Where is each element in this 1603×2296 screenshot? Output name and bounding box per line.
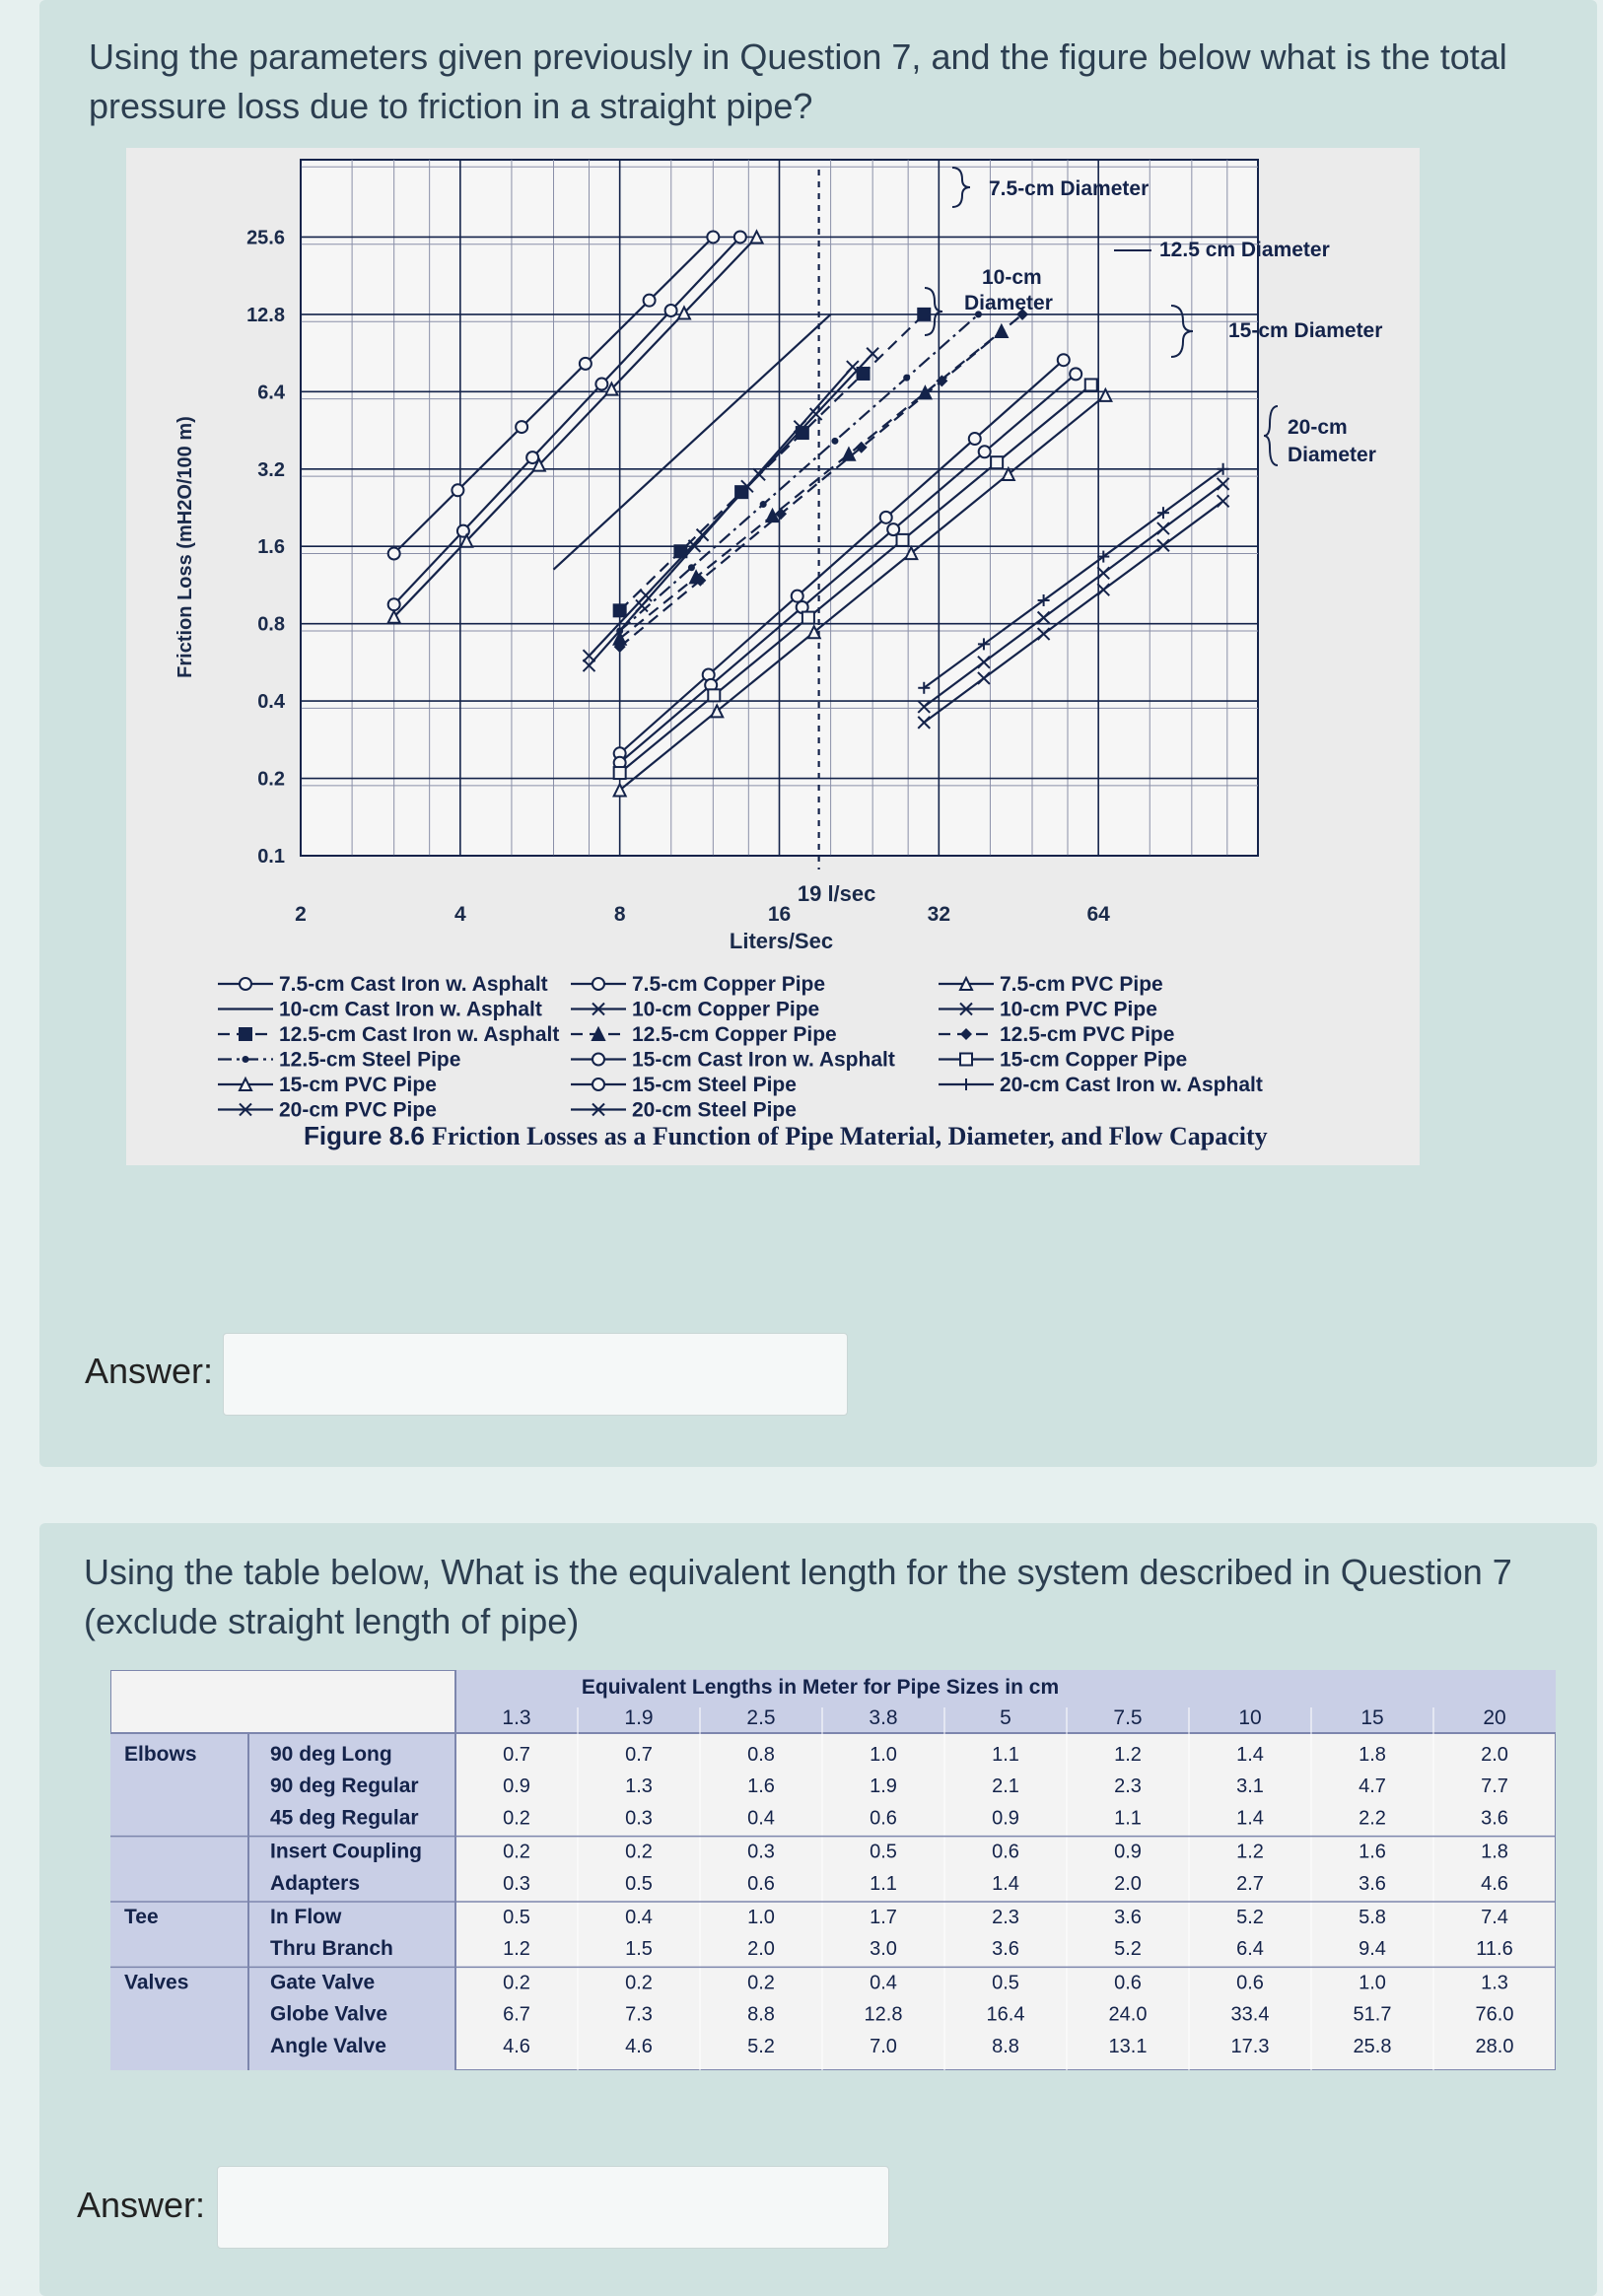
table-cell: 17.3 — [1230, 2035, 1270, 2057]
table-cell: 2.0 — [1114, 1872, 1142, 1895]
marker-square — [960, 1054, 972, 1066]
marker-circle — [516, 421, 527, 433]
marker-dot — [688, 564, 695, 571]
table-cell: 3.6 — [1359, 1872, 1386, 1895]
legend-item — [939, 1074, 1263, 1096]
marker-circle — [452, 484, 463, 496]
table-cell: 2.0 — [1481, 1744, 1508, 1766]
x-tick-label: 64 — [1086, 903, 1110, 926]
table-size-header: 3.8 — [869, 1706, 898, 1729]
question-card-1 — [39, 0, 1597, 1467]
table-cell: 9.4 — [1359, 1938, 1386, 1961]
annotation-12-5cm: 12.5 cm Diameter — [1159, 239, 1330, 261]
table-size-header: 10 — [1238, 1706, 1262, 1729]
marker-circle — [388, 548, 400, 560]
table-size-header: 1.3 — [502, 1706, 531, 1729]
marker-dot — [760, 501, 767, 508]
marker-circle — [969, 433, 981, 445]
table-cell: 1.6 — [747, 1775, 775, 1798]
marker-circle — [644, 295, 656, 307]
legend-item — [571, 1049, 895, 1072]
marker-circle — [979, 446, 991, 457]
marker-circle — [592, 978, 604, 990]
table-cell: 0.5 — [992, 1972, 1019, 1994]
marker-square — [918, 309, 930, 320]
table-cell: 1.0 — [870, 1744, 897, 1766]
answer-1-label: Answer: — [85, 1351, 214, 1391]
table-cell: 1.3 — [625, 1775, 653, 1798]
x-tick-label: 4 — [453, 903, 466, 926]
table-cell: 2.2 — [1359, 1807, 1386, 1830]
marker-circle — [592, 1054, 604, 1066]
marker-square — [614, 767, 626, 779]
table-cell: 0.4 — [747, 1807, 775, 1830]
table-row-label: Insert Coupling — [270, 1840, 422, 1863]
friction-loss-figure — [126, 148, 1420, 1165]
legend-label: 15-cm Steel Pipe — [632, 1074, 797, 1096]
table-cell: 0.3 — [747, 1841, 775, 1863]
table-cell: 0.7 — [503, 1744, 530, 1766]
legend-item — [571, 973, 825, 996]
question-2-text — [84, 1548, 1512, 1646]
table-cell: 5.2 — [747, 2035, 775, 2057]
table-cell: 13.1 — [1108, 2035, 1148, 2057]
x-tick-label: 8 — [613, 903, 626, 926]
table-cell: 33.4 — [1230, 2003, 1270, 2026]
table-cell: 0.9 — [1114, 1841, 1142, 1863]
marker-circle — [595, 379, 607, 390]
marker-circle — [240, 978, 251, 990]
table-row-label: In Flow — [270, 1906, 342, 1928]
table-cell: 0.6 — [1114, 1972, 1142, 1994]
marker-circle — [526, 452, 538, 463]
legend-item — [571, 1023, 837, 1046]
table-cell: 3.6 — [1481, 1807, 1508, 1830]
legend-item — [218, 1023, 559, 1046]
y-tick-label: 0.4 — [257, 691, 285, 714]
y-tick-label: 25.6 — [246, 227, 285, 249]
table-cell: 3.6 — [1114, 1907, 1142, 1928]
table-cell: 1.0 — [747, 1907, 775, 1928]
table-cell: 0.6 — [1236, 1972, 1264, 1994]
table-cell: 5.8 — [1359, 1907, 1386, 1928]
annotation-7-5cm: 7.5-cm Diameter — [989, 177, 1150, 200]
legend-item — [218, 1049, 460, 1072]
y-tick-label: 0.2 — [257, 768, 285, 791]
legend-item — [571, 1074, 797, 1096]
table-cell: 12.8 — [864, 2003, 903, 2026]
answer-1-input[interactable] — [223, 1333, 848, 1416]
legend-item — [218, 999, 542, 1021]
legend-label: 20-cm PVC Pipe — [279, 1098, 437, 1122]
table-cell: 1.1 — [1114, 1807, 1142, 1830]
table-size-header: 15 — [1360, 1706, 1384, 1729]
table-cell: 1.4 — [1236, 1807, 1264, 1830]
table-cell: 16.4 — [986, 2003, 1025, 2026]
y-tick-label: 1.6 — [257, 536, 285, 559]
annotation-bracket-20cm — [1264, 406, 1278, 465]
annotation-15cm: 15-cm Diameter — [1228, 319, 1383, 342]
table-cell: 25.8 — [1353, 2035, 1392, 2057]
legend-item — [939, 999, 1157, 1021]
marker-square — [858, 368, 870, 380]
table-cell: 4.6 — [625, 2035, 653, 2057]
table-group-label: Valves — [124, 1971, 189, 1994]
annotation-20cm-line-1: 20-cm — [1288, 416, 1348, 439]
table-cell: 0.9 — [503, 1775, 530, 1798]
table-row-label: 90 deg Regular — [270, 1774, 419, 1798]
y-axis-title: Friction Loss (mH2O/100 m) — [174, 416, 196, 678]
table-cell: 1.8 — [1481, 1841, 1508, 1863]
marker-square — [1085, 379, 1097, 390]
table-size-header: 5 — [1000, 1706, 1011, 1729]
table-size-header: 7.5 — [1113, 1706, 1143, 1729]
table-cell: 5.2 — [1114, 1938, 1142, 1961]
legend-label: 20-cm Cast Iron w. Asphalt — [1000, 1074, 1263, 1096]
table-size-header: 20 — [1483, 1706, 1506, 1729]
table-cell: 0.6 — [747, 1872, 775, 1895]
table-cell: 8.8 — [992, 2035, 1019, 2057]
answer-2-label: Answer: — [77, 2185, 206, 2225]
table-cell: 0.2 — [503, 1841, 530, 1863]
annotation-10cm-line-1: 10-cm — [982, 266, 1042, 289]
annotation-20cm-line-2: Diameter — [1288, 444, 1376, 466]
table-title: Equivalent Lengths in Meter for Pipe Sizes in cm — [581, 1676, 1060, 1699]
caption-label: Figure 8.6 — [304, 1121, 433, 1150]
question-2-line-2: (exclude straight length of pipe) — [84, 1601, 580, 1641]
table-cell: 28.0 — [1475, 2035, 1514, 2057]
legend-label: 12.5-cm Steel Pipe — [279, 1048, 461, 1072]
answer-2-input[interactable] — [217, 2166, 889, 2249]
x-tick-label: 2 — [295, 903, 307, 926]
y-tick-label: 12.8 — [246, 304, 285, 326]
legend-label: 7.5-cm PVC Pipe — [1000, 973, 1163, 996]
legend-label: 15-cm Copper Pipe — [1000, 1048, 1188, 1072]
legend-item — [218, 1099, 437, 1122]
y-tick-label: 0.1 — [257, 846, 285, 868]
table-cell: 8.8 — [747, 2003, 775, 2026]
legend-label: 7.5-cm Copper Pipe — [632, 973, 826, 996]
marker-dot — [831, 438, 838, 445]
marker-circle — [388, 598, 400, 610]
table-cell: 1.3 — [1481, 1972, 1508, 1994]
table-cell: 3.6 — [992, 1938, 1019, 1961]
table-cell: 11.6 — [1476, 1938, 1513, 1961]
table-row-label: 45 deg Regular — [270, 1806, 419, 1830]
table-cell: 1.9 — [870, 1775, 897, 1798]
table-size-header: 2.5 — [746, 1706, 776, 1729]
marker-dot — [903, 375, 910, 382]
table-row-label: Angle Valve — [270, 2034, 386, 2057]
table-cell: 2.7 — [1236, 1872, 1264, 1895]
legend-item — [939, 1049, 1187, 1072]
legend-label: 10-cm Copper Pipe — [632, 998, 820, 1021]
table-cell: 0.5 — [503, 1907, 530, 1928]
legend-label: 15-cm PVC Pipe — [279, 1074, 437, 1096]
question-1-line-1: Using the parameters given previously in Question 7, and the figure below what is the total — [89, 36, 1507, 77]
table-cell: 76.0 — [1475, 2003, 1514, 2026]
table-cell: 0.2 — [503, 1807, 530, 1830]
caption-text: Friction Losses as a Function of Pipe Material, Diameter, and Flow Capacity — [432, 1122, 1268, 1150]
table-cell: 7.0 — [870, 2035, 897, 2057]
table-cell: 1.6 — [1359, 1841, 1386, 1863]
table-cell: 0.8 — [747, 1744, 775, 1766]
table-group-label: Tee — [124, 1906, 159, 1928]
table-cell: 7.4 — [1481, 1907, 1508, 1928]
table-cell: 1.8 — [1359, 1744, 1386, 1766]
table-cell: 51.7 — [1353, 2003, 1392, 2026]
table-cell: 6.7 — [503, 2003, 530, 2026]
marker-circle — [734, 231, 746, 243]
legend-label: 10-cm Cast Iron w. Asphalt — [279, 998, 542, 1021]
legend-label: 12.5-cm Copper Pipe — [632, 1023, 837, 1046]
marker-circle — [1070, 368, 1081, 380]
marker-diamond — [960, 1028, 972, 1040]
table-cell: 0.4 — [870, 1972, 897, 1994]
legend-label: 15-cm Cast Iron w. Asphalt — [632, 1048, 895, 1072]
table-cell: 2.3 — [1114, 1775, 1142, 1798]
legend-item — [571, 999, 819, 1021]
table-cell: 2.1 — [992, 1775, 1019, 1798]
table-row-label: Adapters — [270, 1871, 361, 1895]
marker-square — [614, 604, 626, 616]
table-cell: 0.9 — [992, 1807, 1019, 1830]
table-row-label: Thru Branch — [270, 1937, 393, 1961]
friction-loss-chart — [126, 148, 1420, 1165]
legend-label: 12.5-cm Cast Iron w. Asphalt — [279, 1023, 560, 1046]
marker-square — [797, 427, 808, 439]
legend-item — [939, 1023, 1174, 1046]
marker-circle — [792, 591, 803, 602]
x-tick-label: 32 — [927, 903, 951, 926]
table-row-label: 90 deg Long — [270, 1743, 392, 1766]
table-cell: 1.0 — [1359, 1972, 1386, 1994]
x-tick-label: 16 — [767, 903, 792, 926]
marker-circle — [880, 512, 892, 523]
legend-label: 7.5-cm Cast Iron w. Asphalt — [279, 973, 548, 996]
table-cell: 2.0 — [747, 1938, 775, 1961]
marker-circle — [665, 305, 677, 316]
table-row-label: Gate Valve — [270, 1971, 376, 1994]
table-cell: 0.4 — [625, 1907, 653, 1928]
table-cell: 1.2 — [1236, 1841, 1264, 1863]
equivalent-length-table — [110, 1670, 1556, 2070]
table-cell: 1.1 — [992, 1744, 1019, 1766]
table-cell: 0.7 — [625, 1744, 653, 1766]
legend-label: 20-cm Steel Pipe — [632, 1098, 797, 1122]
legend-label: 12.5-cm PVC Pipe — [1000, 1023, 1175, 1046]
question-1-text — [89, 33, 1507, 131]
reference-line-label: 19 l/sec — [797, 881, 876, 906]
table-cell: 6.4 — [1236, 1938, 1264, 1961]
marker-dot — [243, 1056, 249, 1063]
legend-label: 10-cm PVC Pipe — [1000, 998, 1157, 1021]
table-group-label: Elbows — [124, 1743, 197, 1766]
marker-square — [735, 486, 747, 498]
table-cell: 4.6 — [503, 2035, 530, 2057]
table-cell: 0.2 — [625, 1841, 653, 1863]
table-row-label: Globe Valve — [270, 2002, 388, 2026]
table-cell: 24.0 — [1108, 2003, 1148, 2026]
question-2-line-1: Using the table below, What is the equivalent length for the system described in Question 7 — [84, 1552, 1512, 1592]
table-cell: 4.6 — [1481, 1872, 1508, 1895]
table-cell: 1.4 — [1236, 1744, 1264, 1766]
table-cell: 1.4 — [992, 1872, 1019, 1895]
marker-square — [802, 612, 814, 624]
marker-square — [674, 545, 686, 557]
table-cell: 1.1 — [870, 1872, 897, 1895]
table-cell: 2.3 — [992, 1907, 1019, 1928]
annotation-10cm-line-2: Diameter — [964, 292, 1053, 314]
table-cell: 0.5 — [870, 1841, 897, 1863]
y-tick-label: 0.8 — [257, 613, 285, 636]
table-cell: 0.2 — [503, 1972, 530, 1994]
legend-item — [218, 1074, 437, 1096]
y-tick-label: 3.2 — [257, 458, 285, 481]
question-1-line-2: pressure loss due to friction in a straight pipe? — [89, 86, 813, 126]
marker-square — [708, 689, 720, 701]
marker-circle — [580, 358, 592, 370]
table-cell: 1.5 — [625, 1938, 653, 1961]
legend-item — [218, 973, 548, 996]
table-cell: 0.3 — [503, 1872, 530, 1895]
table-cell: 3.1 — [1236, 1775, 1264, 1798]
table-cell: 0.3 — [625, 1807, 653, 1830]
table-size-header: 1.9 — [624, 1706, 654, 1729]
table-cell: 0.6 — [992, 1841, 1019, 1863]
table-cell: 1.7 — [870, 1907, 897, 1928]
marker-square — [240, 1028, 251, 1040]
x-axis-title: Liters/Sec — [729, 929, 834, 953]
table-cell: 0.2 — [625, 1972, 653, 1994]
marker-square — [991, 456, 1003, 468]
table-cell: 5.2 — [1236, 1907, 1264, 1928]
figure-caption — [304, 1121, 1268, 1150]
y-tick-label: 6.4 — [257, 382, 285, 404]
marker-circle — [707, 231, 719, 243]
legend-item — [939, 973, 1163, 996]
table-cell: 1.2 — [1114, 1744, 1142, 1766]
table-cell: 4.7 — [1359, 1775, 1386, 1798]
legend-item — [571, 1099, 797, 1122]
table-cell: 7.7 — [1481, 1775, 1508, 1798]
table-cell: 0.2 — [747, 1972, 775, 1994]
marker-square — [897, 534, 909, 546]
marker-circle — [592, 1078, 604, 1090]
table-cell: 0.5 — [625, 1872, 653, 1895]
marker-circle — [1058, 354, 1070, 366]
table-cell: 3.0 — [870, 1938, 897, 1961]
table-cell: 1.2 — [503, 1938, 530, 1961]
table-cell: 7.3 — [625, 2003, 653, 2026]
table-cell: 0.6 — [870, 1807, 897, 1830]
